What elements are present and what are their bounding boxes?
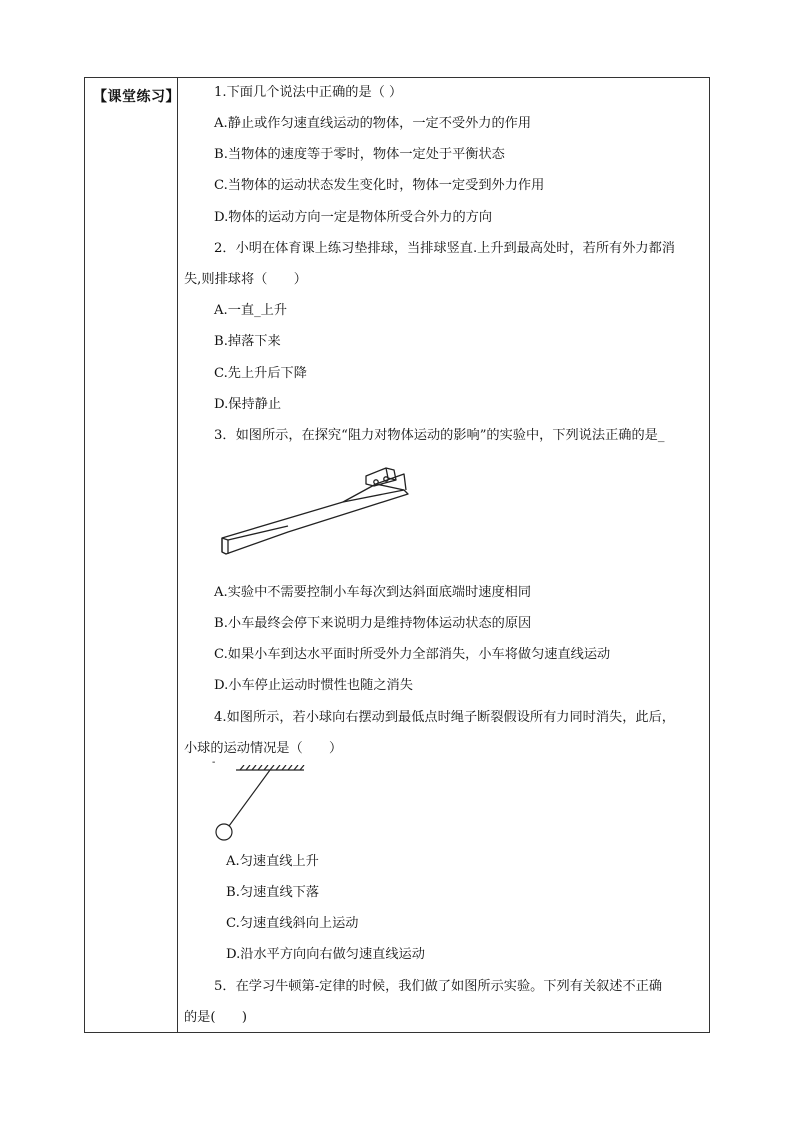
q3-option-c: C.如果小车到达水平面时所受外力全部消失，小车将做匀速直线运动 xyxy=(214,647,611,662)
q4-option-d: D.沿水平方向向右做匀速直线运动 xyxy=(226,947,425,962)
q2-option-c: C.先上升后下降 xyxy=(214,366,307,381)
pendulum-figure xyxy=(210,765,310,845)
q3-stem: 3．如图所示，在探究“阻力对物体运动的影响”的实验中，下列说法正确的是_ xyxy=(214,428,665,443)
q1-option-d: D.物体的运动方向一定是物体所受合外力的方向 xyxy=(214,210,493,225)
q4-stem-line2: 小球的运动情况是（ ） xyxy=(184,741,343,756)
q5-stem-line1: 5．在学习牛顿第-定律的时候，我们做了如图所示实验。下列有关叙述不正确 xyxy=(214,979,663,994)
q1-stem: 1.下面几个说法中正确的是（ ） xyxy=(214,85,403,100)
section-label: 【课堂练习】 xyxy=(93,89,180,105)
q4-option-b: B.匀速直线下落 xyxy=(226,885,320,900)
q2-option-d: D.保持静止 xyxy=(214,397,282,412)
column-divider xyxy=(177,78,178,1032)
q3-option-a: A.实验中不需要控制小车每次到达斜面底端时速度相同 xyxy=(214,585,532,600)
ramp-and-cart-figure xyxy=(218,462,414,562)
q4-figure-mark: - xyxy=(212,757,216,768)
q4-option-a: A.匀速直线上升 xyxy=(226,854,319,869)
q2-stem-line2: 失,则排球将（ ） xyxy=(184,272,307,287)
q3-option-d: D.小车停止运动时惯性也随之消失 xyxy=(214,678,413,693)
q2-option-b: B.掉落下来 xyxy=(214,334,281,349)
q2-stem-line1: 2．小明在体育课上练习垫排球，当排球竖直.上升到最高处时，若所有外力都消 xyxy=(214,241,675,256)
q1-option-c: C.当物体的运动状态发生变化时，物体一定受到外力作用 xyxy=(214,178,545,193)
q5-stem-line2: 的是( ) xyxy=(184,1010,248,1025)
q3-option-b: B.小车最终会停下来说明力是维持物体运动状态的原因 xyxy=(214,616,532,631)
q1-option-a: A.静止或作匀速直线运动的物体，一定不受外力的作用 xyxy=(214,116,532,131)
q4-option-c: C.匀速直线斜向上运动 xyxy=(226,916,359,931)
q1-option-b: B.当物体的速度等于零时，物体一定处于平衡状态 xyxy=(214,147,505,162)
q4-stem-line1: 4.如图所示，若小球向右摆动到最低点时绳子断裂假设所有力同时消失，此后， xyxy=(214,710,675,725)
q2-option-a: A.一直_上升 xyxy=(214,303,288,318)
